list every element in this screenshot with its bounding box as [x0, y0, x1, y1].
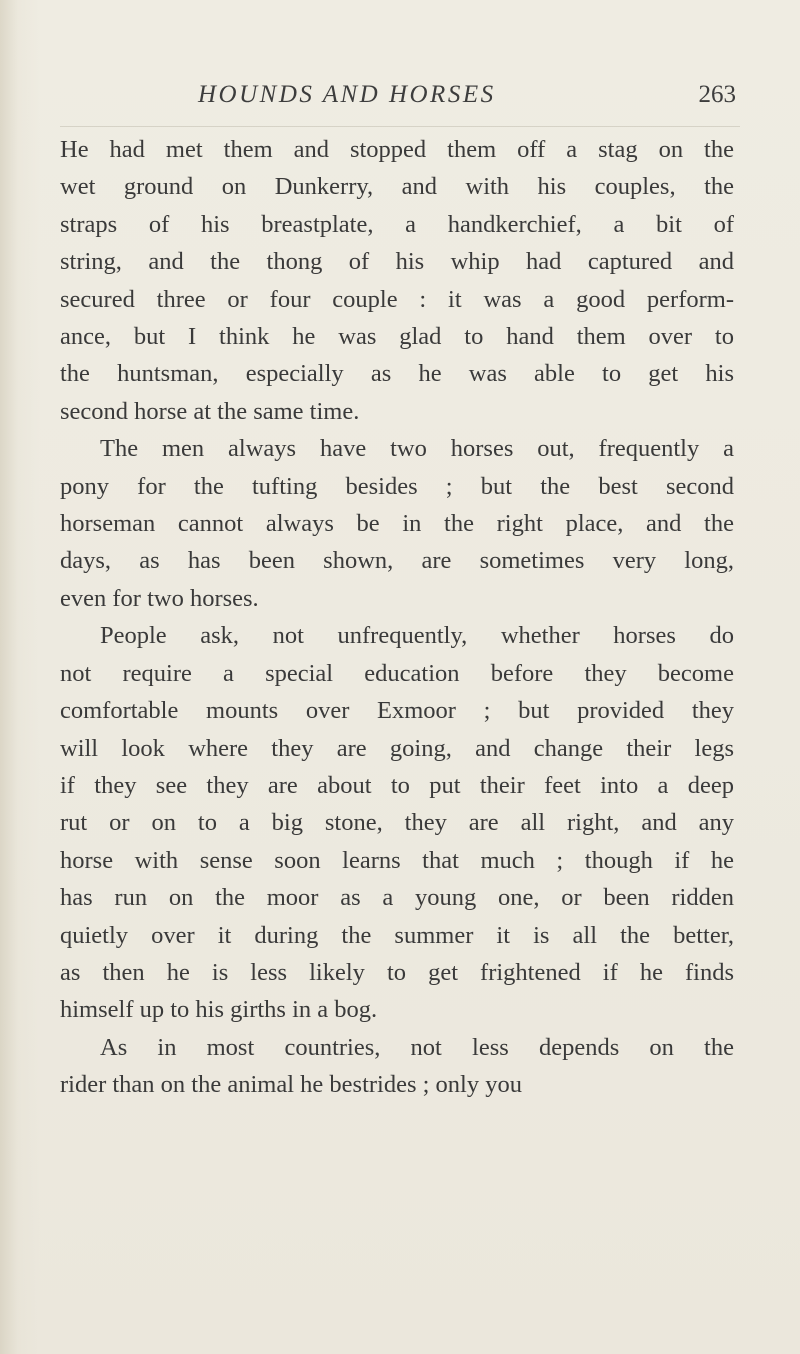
- text-line: horseman cannot always be in the right place, and the: [60, 510, 734, 538]
- text-line: rut or on to a big stone, they are all right, and any: [60, 809, 734, 837]
- paragraph: [60, 617, 734, 1028]
- text-line: the huntsman, especially as he was able to get his: [60, 360, 734, 388]
- text-line: straps of his breastplate, a handkerchief, a bit of: [60, 210, 734, 238]
- paragraph: [60, 1029, 734, 1104]
- text-line: as then he is less likely to get frightened if he finds: [60, 958, 734, 986]
- text-line: second horse at the same time.: [60, 397, 360, 425]
- text-line: pony for the tufting besides ; but the best second: [60, 472, 734, 500]
- text-line: wet ground on Dunkerry, and with his couples, the: [60, 173, 734, 201]
- header-rule: [60, 126, 740, 127]
- text-line: quietly over it during the summer it is all the better,: [60, 921, 734, 949]
- text-line: People ask, not unfrequently, whether horses do: [100, 622, 734, 650]
- text-line: has run on the moor as a young one, or been ridden: [60, 884, 734, 912]
- text-line: rider than on the animal he bestrides ; only you: [60, 1071, 522, 1099]
- paragraph: [60, 131, 734, 430]
- running-title: HOUNDS AND HORSES: [198, 81, 496, 108]
- text-line: not require a special education before they become: [60, 659, 734, 687]
- text-line: if they see they are about to put their feet into a deep: [60, 771, 734, 799]
- page-number: 263: [698, 81, 736, 108]
- page-header: [60, 78, 740, 118]
- text-line: ance, but I think he was glad to hand them over to: [60, 323, 734, 351]
- text-line: horse with sense soon learns that much ; though if he: [60, 846, 734, 874]
- text-line: As in most countries, not less depends on the: [100, 1033, 734, 1061]
- text-line: days, as has been shown, are sometimes very long,: [60, 547, 734, 575]
- body-text: [60, 131, 734, 1104]
- text-line: secured three or four couple : it was a good perform-: [60, 285, 734, 313]
- text-line: will look where they are going, and change their legs: [60, 734, 734, 762]
- paragraph: [60, 430, 734, 617]
- text-line: even for two horses.: [60, 584, 259, 612]
- text-line: himself up to his girths in a bog.: [60, 996, 378, 1024]
- text-line: He had met them and stopped them off a stag on the: [60, 136, 734, 163]
- text-line: The men always have two horses out, frequently a: [100, 435, 734, 463]
- text-line: string, and the thong of his whip had captured and: [60, 248, 734, 276]
- text-line: comfortable mounts over Exmoor ; but provided they: [60, 697, 734, 725]
